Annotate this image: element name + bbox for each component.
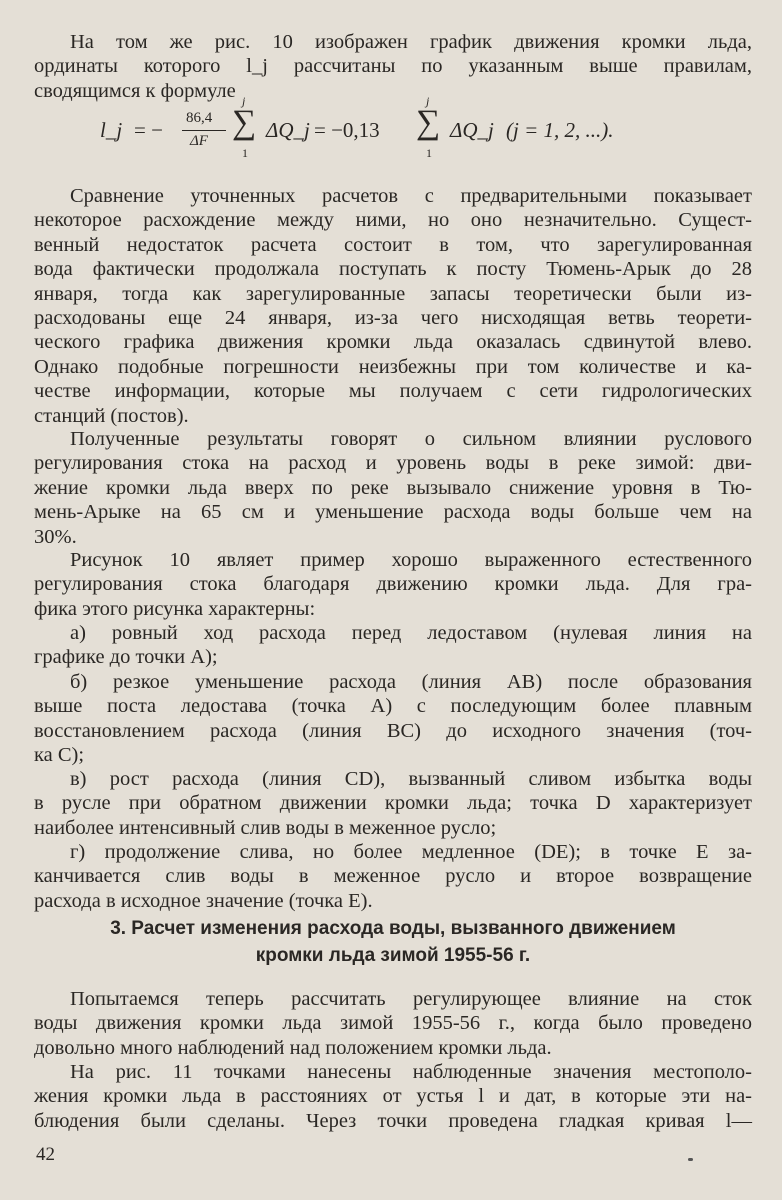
text-line: графике до точки A); <box>34 646 218 669</box>
text-line: ординаты которого l_j рассчитаны по указанным выше правилам, <box>34 55 752 78</box>
text-line: мень-Арыке на 65 см и уменьшение расхода воды больше чем на <box>34 501 752 524</box>
text-line: 30%. <box>34 525 77 548</box>
formula-equals-coef: = −0,13 <box>314 118 380 142</box>
text-line: в русле при обратном движении кромки льда; точка D характеризует <box>34 792 752 815</box>
text-line: На рис. 11 точками нанесены наблюденные значения местополо- <box>70 1061 752 1083</box>
text-line: венный недостаток расчета состоит в том, что зарегулированная <box>34 233 752 256</box>
text-line: ческого графика движения кромки льда оказалась сдвинутой влево. <box>34 331 752 354</box>
text-line: в) рост расхода (линия CD), вызванный сливом избытка воды <box>70 768 752 790</box>
figure11-paragraph <box>34 1060 752 1133</box>
text-line: блюдения были сделаны. Через точки проведена гладкая кривая l— <box>34 1109 752 1132</box>
attempt-paragraph <box>34 987 752 1060</box>
formula-term-2: ΔQ_j <box>450 118 494 142</box>
text-line: честве информации, которые мы получаем с сети гидрологических <box>34 380 752 403</box>
text-line: сводящимся к формуле <box>34 79 236 102</box>
section-heading-line2: кромки льда зимой 1955-56 г. <box>255 945 531 966</box>
list-item-v <box>34 767 752 840</box>
text-line: января, тогда как зарегулированные запасы теоретически были из- <box>34 282 752 305</box>
text-line: а) ровный ход расхода перед ледоставом (нулевая линия на <box>70 622 752 644</box>
intro-paragraph <box>34 30 752 103</box>
fraction-bar <box>182 130 226 131</box>
print-speck <box>688 1158 693 1161</box>
text-line: жение кромки льда вверх по реке вызывало снижение уровня в Тю- <box>34 476 752 499</box>
text-line: г) продолжение слива, но более медленное (DE); в точке E за- <box>70 841 752 863</box>
text-line: б) резкое уменьшение расхода (линия AB) после образования <box>70 671 752 693</box>
text-line: регулирования стока на расход и уровень воды в реке зимой: дви- <box>34 452 752 475</box>
summation-sign-2: ∑ <box>416 104 441 141</box>
sum-upper-limit: j <box>242 94 246 108</box>
list-item-a <box>34 621 752 670</box>
text-line: наиболее интенсивный слив воды в меженное русло; <box>34 816 497 839</box>
formula-lhs: l_j <box>100 118 123 142</box>
text-line: канчивается слив воды в меженное русло и второе возвращение <box>34 865 752 888</box>
section-heading <box>34 915 752 969</box>
text-line: вода фактически продолжала поступать к посту Тюмень-Арык до 28 <box>34 258 752 281</box>
text-line: Однако подобные погрешности неизбежны при том количестве и ка- <box>34 355 752 378</box>
text-line: Рисунок 10 являет пример хорошо выраженного естественного <box>70 549 752 571</box>
list-item-b <box>34 670 752 768</box>
text-line: ка C); <box>34 744 85 767</box>
fraction-numerator: 86,4 <box>186 110 213 126</box>
text-line: На том же рис. 10 изображен график движения кромки льда, <box>70 31 752 53</box>
text-line: некоторое расхождение между ними, но оно незначительно. Сущест- <box>34 209 752 232</box>
section-heading-line1: 3. Расчет изменения расхода воды, вызванного движением <box>110 918 676 939</box>
text-line: расхода в исходное значение (точка E). <box>34 889 373 912</box>
figure10-paragraph <box>34 548 752 621</box>
summation-sign: ∑ <box>232 104 257 141</box>
sum-lower-limit: 1 <box>242 146 248 160</box>
formula-condition: (j = 1, 2, ...). <box>506 118 614 142</box>
text-line: выше поста ледостава (точка A) с последующим более плавным <box>34 695 752 718</box>
ice-edge-formula <box>100 94 720 170</box>
text-line: Полученные результаты говорят о сильном влиянии руслового <box>70 428 752 450</box>
list-item-g <box>34 840 752 913</box>
text-line: станций (постов). <box>34 404 189 427</box>
page-number: 42 <box>36 1144 55 1165</box>
comparison-paragraph <box>34 184 752 428</box>
text-line: регулирования стока благодаря движению кромки льда. Для гра- <box>34 573 752 596</box>
text-line: восстановлением расхода (линия BC) до исходного значения (точ- <box>34 719 752 742</box>
text-line: фика этого рисунка характерны: <box>34 597 316 620</box>
text-line: Сравнение уточненных расчетов с предварительными показывает <box>70 185 752 207</box>
results-paragraph <box>34 427 752 549</box>
fraction-denominator: ΔF <box>190 133 208 149</box>
formula-term: ΔQ_j <box>266 118 310 142</box>
text-line: Попытаемся теперь рассчитать регулирующее влияние на сток <box>70 988 752 1010</box>
sum-upper-limit-2: j <box>426 94 430 108</box>
sum-lower-limit-2: 1 <box>426 146 432 160</box>
text-line: воды движения кромки льда зимой 1955-56 г., когда было проведено <box>34 1012 752 1035</box>
text-line: расходованы еще 24 января, из-за чего нисходящая ветвь теорети- <box>34 307 752 330</box>
text-line: довольно много наблюдений над положением кромки льда. <box>34 1036 552 1059</box>
formula-equals-minus: = − <box>134 118 163 142</box>
text-line: жения кромки льда в расстояниях от устья l и дат, в которые эти на- <box>34 1085 752 1108</box>
